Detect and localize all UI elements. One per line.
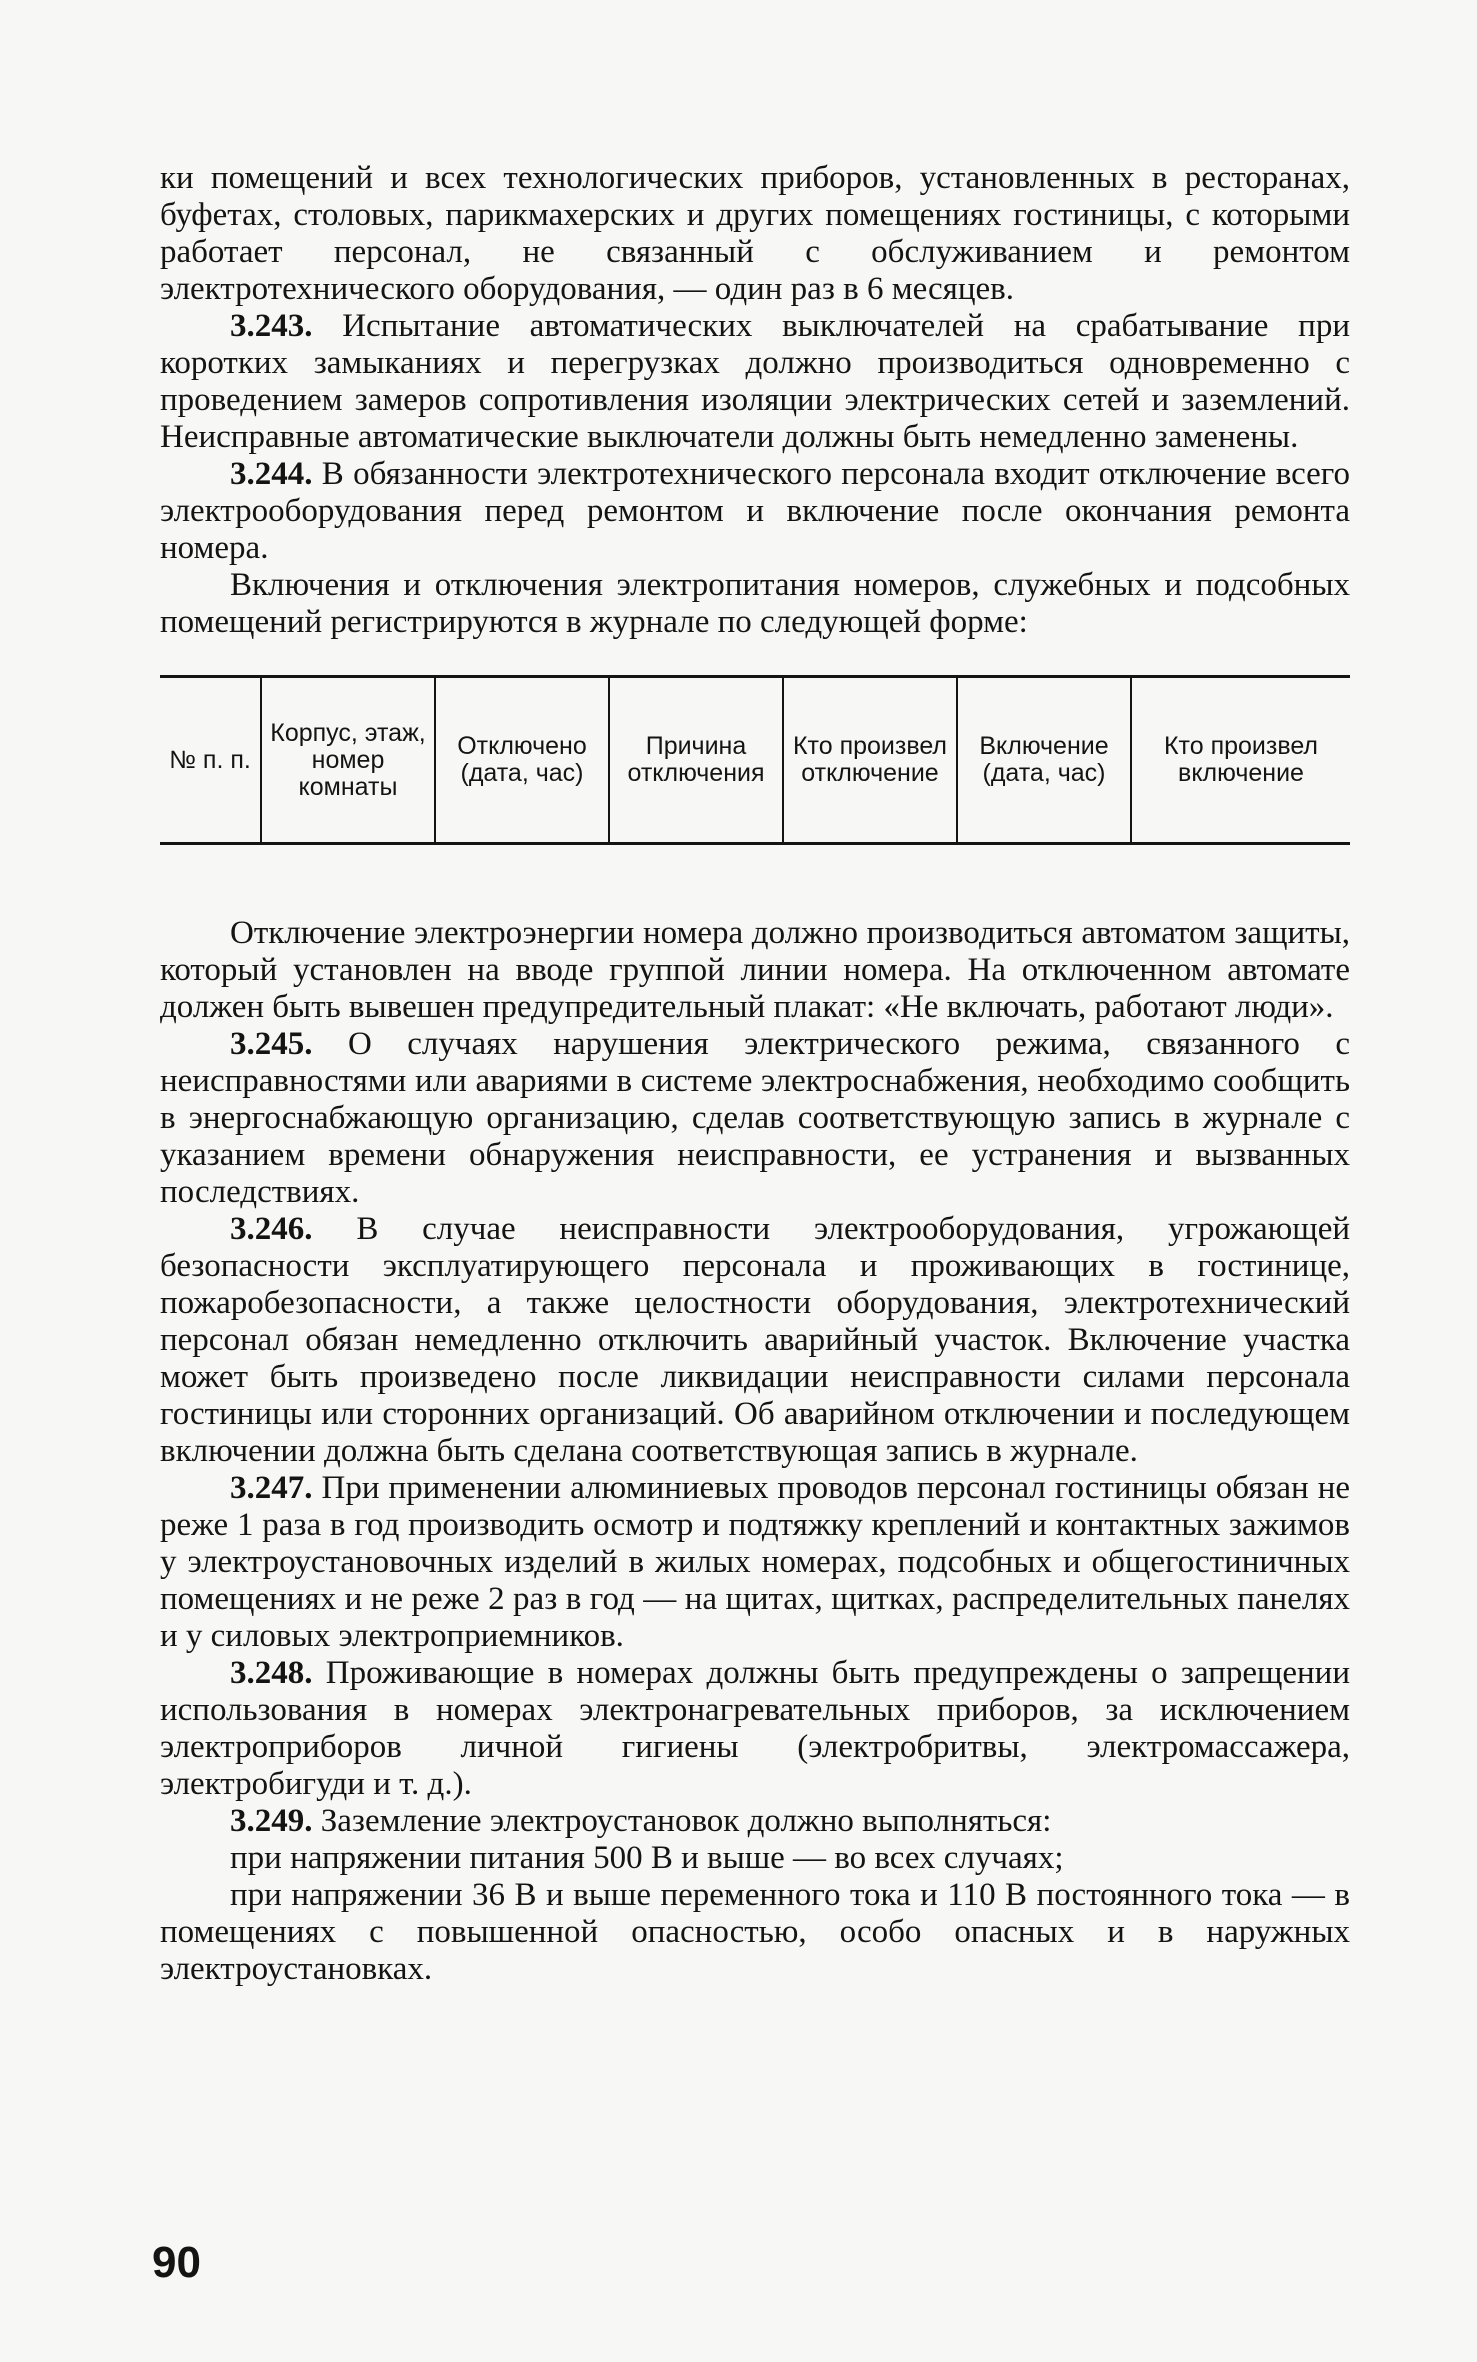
section-number: 3.244. — [230, 456, 313, 492]
paragraph — [160, 1470, 1350, 1655]
text-block-before-table — [160, 160, 1350, 641]
paragraph-text: Включения и отключения электропитания номеров, служебных и подсобных помещений регистрируются в журнале по следующей форме: — [160, 567, 1350, 640]
section-number: 3.243. — [230, 308, 313, 344]
paragraph — [160, 160, 1350, 308]
table-header-cell: Кто произвел включение — [1131, 677, 1350, 844]
paragraph — [160, 1211, 1350, 1470]
paragraph-text: В обязанности электротехнического персонала входит отключение всего электрооборудования перед ремонтом и включение после окончания ремонта номера. — [160, 456, 1350, 566]
page-number: 90 — [152, 2238, 201, 2287]
paragraph — [160, 1026, 1350, 1211]
paragraph — [160, 567, 1350, 641]
paragraph-text: при напряжении 36 В и выше переменного тока и 110 В постоянного тока — в помещениях с повышенной опасностью, особо опасных и в наружных электроустановках. — [160, 1877, 1350, 1987]
paragraph-text: Испытание автоматических выключателей на срабатывание при коротких замыканиях и перегрузках должно производиться одновременно с проведением замеров сопротивления изоляции электрических сетей и заземлений. Неисправные автоматические выключатели должны быть немедленно заменены. — [160, 308, 1350, 455]
paragraph-text: О случаях нарушения электрического режима, связанного с неисправностями или авариями в системе электроснабжения, необходимо сообщить в энергоснабжающую организацию, сделав соответствующую запись в журнале с указанием времени обнаружения неисправности, ее устранения и вызванных последствиях. — [160, 1026, 1350, 1210]
table-header-cell: Включение (дата, час) — [957, 677, 1131, 844]
text-block-after-table — [160, 915, 1350, 1988]
table-header-cell: Отключено (дата, час) — [435, 677, 609, 844]
paragraph-text: ки помещений и всех технологических приборов, установленных в ресторанах, буфетах, столовых, парикмахерских и других помещениях гостиницы, с которыми работает персонал, не связанный с обслуживанием и ремонтом электротехнического оборудования, — один раз в 6 месяцев. — [160, 160, 1350, 307]
paragraph — [160, 1877, 1350, 1988]
section-number: 3.247. — [230, 1470, 313, 1506]
table-header-row — [160, 677, 1350, 844]
paragraph-text: Отключение электроэнергии номера должно производиться автоматом защиты, который установлен на вводе группой линии номера. На отключенном автомате должен быть вывешен предупредительный плакат: «Не включать, работают люди». — [160, 915, 1350, 1025]
section-number: 3.245. — [230, 1026, 313, 1062]
paragraph — [160, 915, 1350, 1026]
paragraph — [160, 308, 1350, 456]
paragraph — [160, 1655, 1350, 1803]
table-header-cell: Причина отключения — [609, 677, 783, 844]
paragraph-text: при напряжении питания 500 В и выше — во всех случаях; — [230, 1840, 1064, 1876]
paragraph — [160, 1803, 1350, 1840]
section-number: 3.248. — [230, 1655, 313, 1691]
section-number: 3.249. — [230, 1803, 313, 1839]
table-header-cell: № п. п. — [169, 745, 251, 774]
paragraph-text: В случае неисправности электрооборудования, угрожающей безопасности эксплуатирующего персонала и проживающих в гостинице, пожаробезопасности, а также целостности оборудования, электротехнический персонал обязан немедленно отключить аварийный участок. Включение участка может быть произведено после ликвидации неисправности силами персонала гостиницы или сторонних организаций. Об аварийном отключении и последующем включении должна быть сделана соответствующая запись в журнале. — [160, 1211, 1350, 1469]
page-body — [160, 160, 1350, 1988]
paragraph — [160, 1840, 1350, 1877]
paragraph-text: Проживающие в номерах должны быть предупреждены о запрещении использования в номерах электронагревательных приборов, за исключением электроприборов личной гигиены (электробритвы, электромассажера, электробигуди и т. д.). — [160, 1655, 1351, 1802]
table-header-cell: Корпус, этаж, номер комнаты — [261, 677, 435, 844]
paragraph-text: При применении алюминиевых проводов персонал гостиницы обязан не реже 1 раза в год производить осмотр и подтяжку креплений и контактных зажимов у электроустановочных изделий в жилых номерах, подсобных и общегостиничных помещениях и не реже 2 раз в год — на щитах, щитках, распределительных панелях и у силовых электроприемников. — [160, 1470, 1351, 1654]
paragraph-text: Заземление электроустановок должно выполняться: — [320, 1803, 1052, 1839]
section-number: 3.246. — [230, 1211, 313, 1247]
paragraph — [160, 456, 1350, 567]
table-header-cell: Кто произвел отключение — [783, 677, 957, 844]
journal-form-table — [160, 675, 1350, 845]
